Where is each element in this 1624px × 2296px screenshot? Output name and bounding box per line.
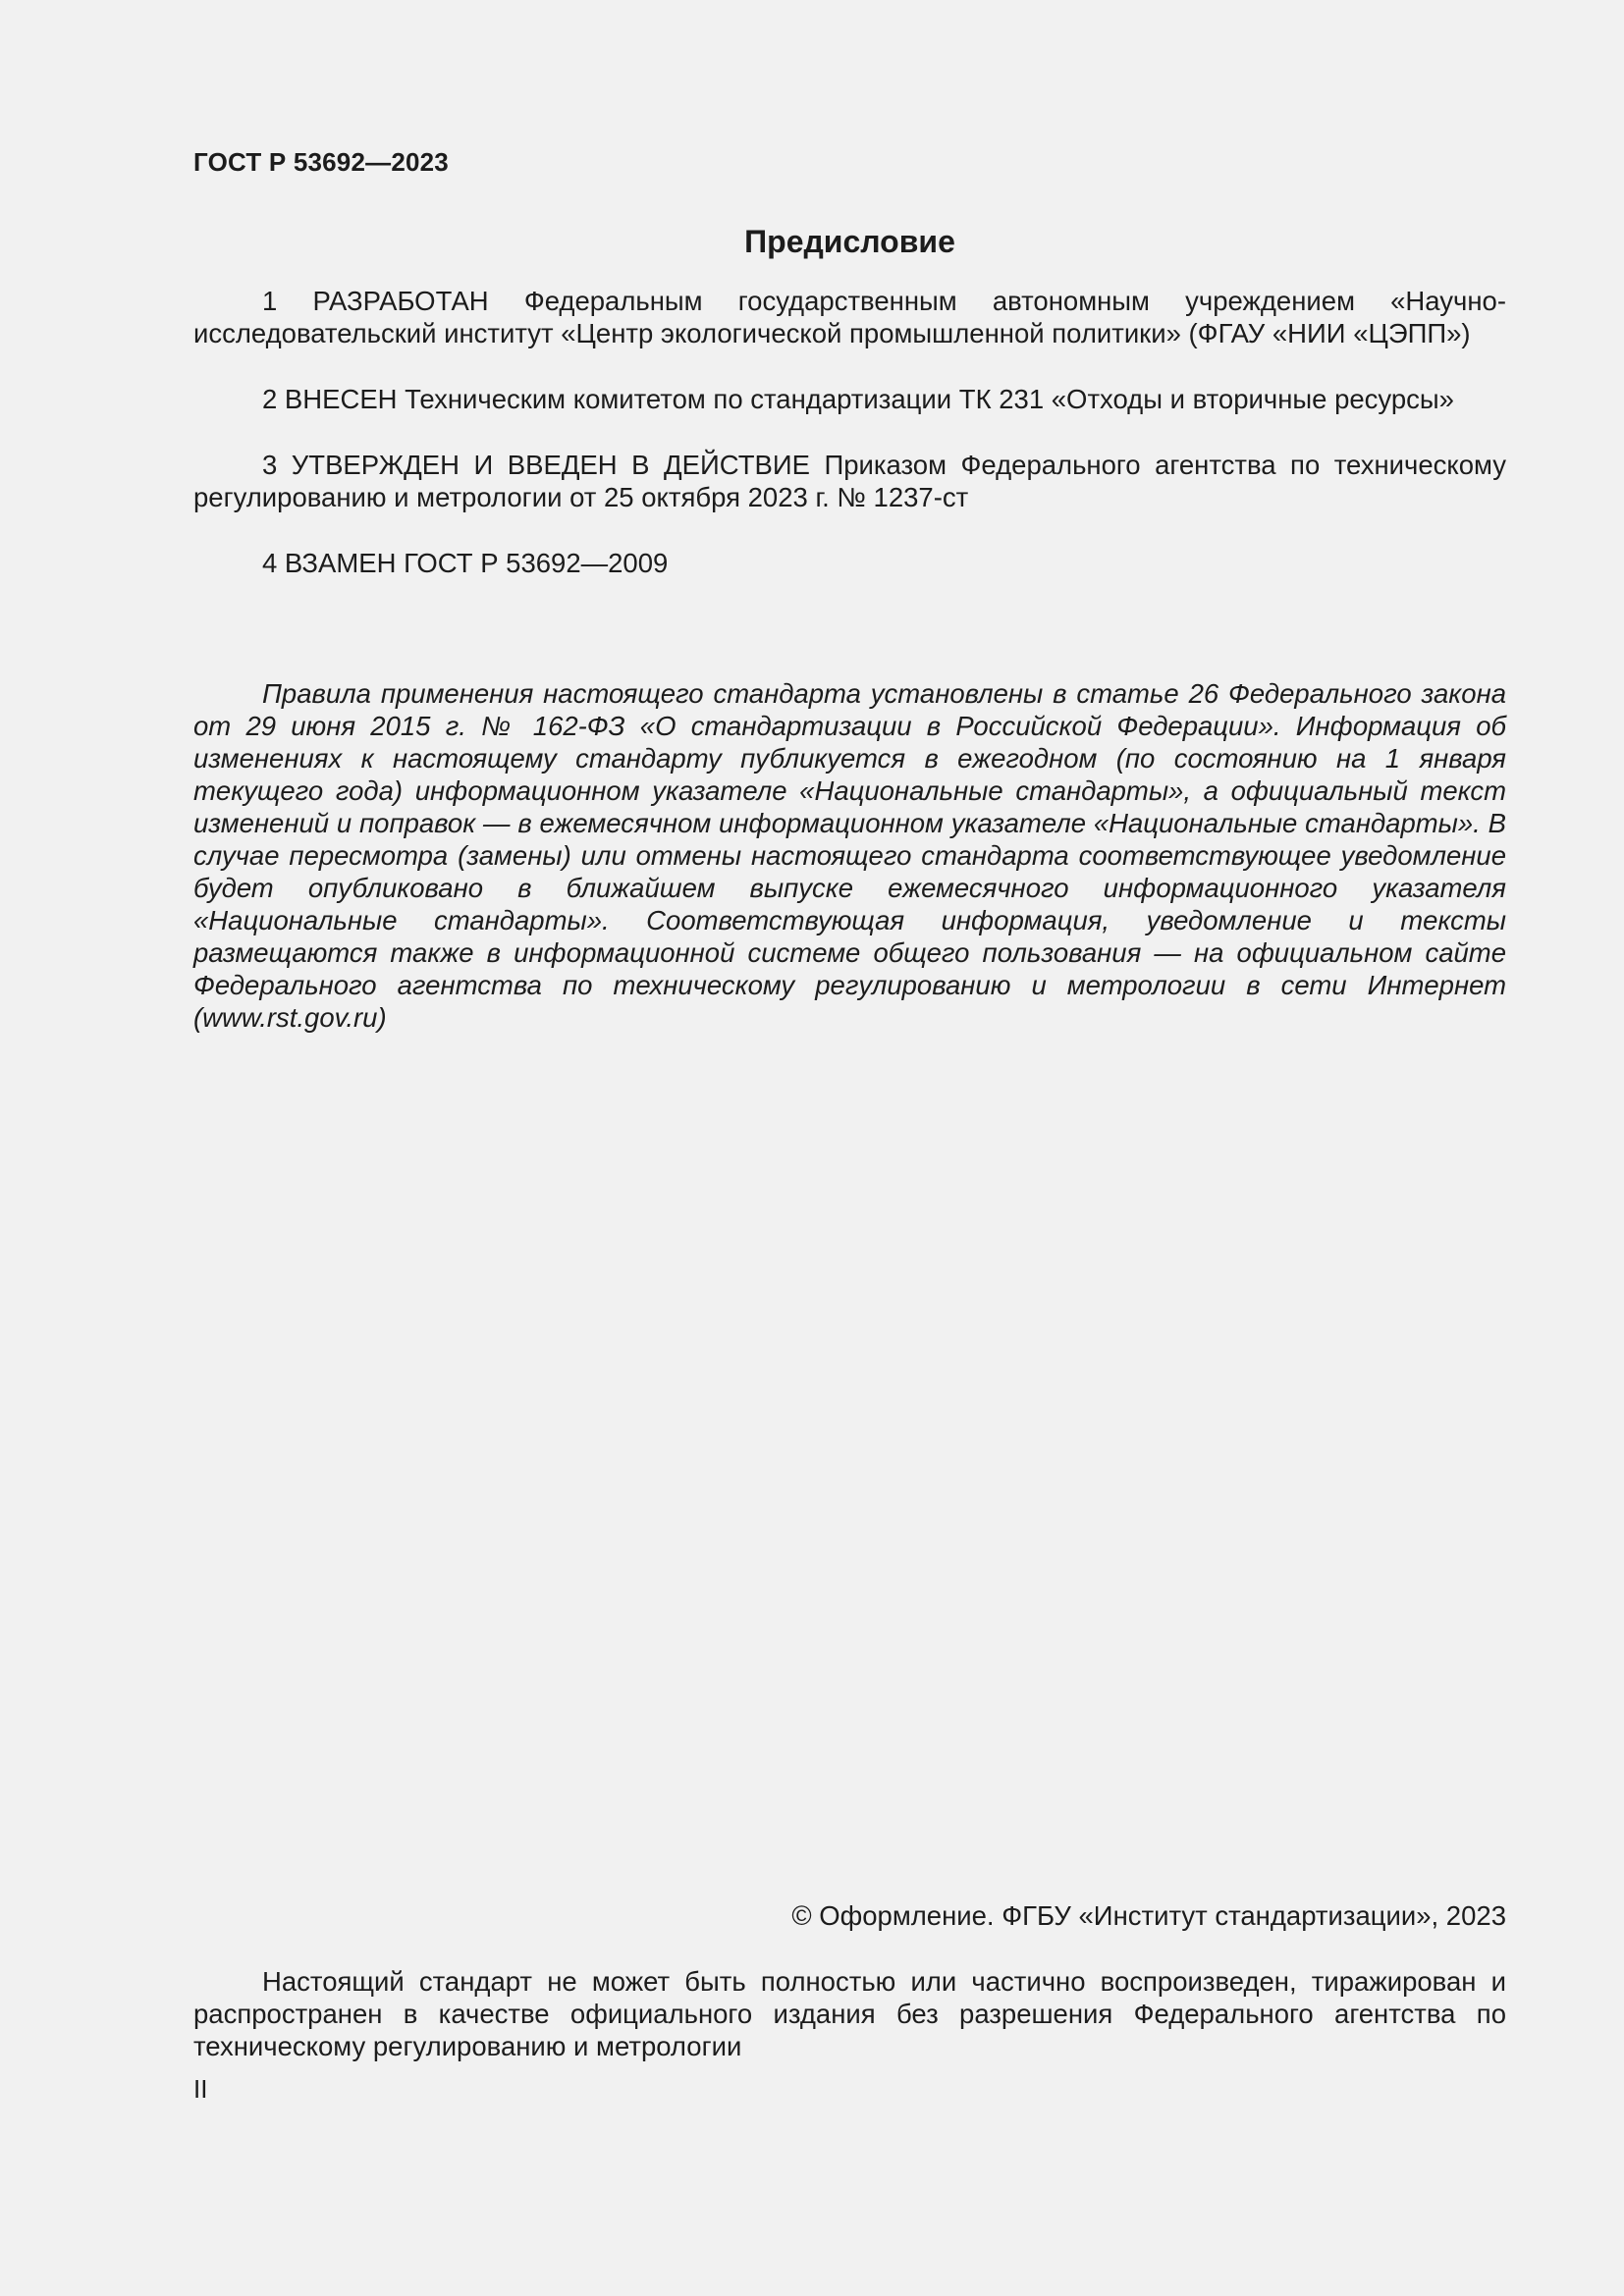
preface-item-3 — [193, 449, 1506, 513]
preface-item-text: 1 РАЗРАБОТАН Федеральным государственным автономным учреждением «Научно-исследовательский институт «Центр экологической промышленной политики» (ФГАУ «НИИ «ЦЭПП») — [193, 286, 1506, 348]
preface-item-text: 2 ВНЕСЕН Техническим комитетом по стандартизации ТК 231 «Отходы и вторичные ресурсы» — [262, 384, 1454, 414]
rules-paragraph — [193, 677, 1506, 1034]
copyright-block — [193, 1899, 1506, 1932]
document-code: ГОСТ Р 53692—2023 — [193, 147, 449, 177]
preface-item-4 — [193, 547, 1506, 579]
rules-text: Правила применения настоящего стандарта установлены в статье 26 Федерального закона от 29 июня 2015 г. № 162-ФЗ «О стандартизации в Российской Федерации». Информация об изменениях к настоящему стандарту публикуется в ежегодном (по состоянию на 1 января текущего года) информационном указателе «Национальные стандарты», а официальный текст изменений и поправок — в ежемесячном информационном указателе «Национальные стандарты». В случае пересмотра (замены) или отмены настоящего стандарта соответствующее уведомление будет опубликовано в ближайшем выпуске ежемесячного информационного указателя «Национальные стандарты». Соответствующая информация, уведомление и тексты размещаются также в информационной системе общего пользования — на официальном сайте Федерального агентства по техническому регулированию и метрологии в сети Интернет (www.rst.gov.ru) — [193, 678, 1506, 1033]
preface-item-1 — [193, 285, 1506, 349]
preface-item-2 — [193, 383, 1506, 415]
notice-text: Настоящий стандарт не может быть полностью или частично воспроизведен, тиражирован и распространен в качестве официального издания без разрешения Федерального агентства по техническому регулированию и метрологии — [193, 1966, 1506, 2061]
copyright-text: © Оформление. ФГБУ «Институт стандартизации», 2023 — [791, 1900, 1506, 1931]
page-title: Предисловие — [744, 224, 955, 259]
page-number: II — [193, 2074, 208, 2104]
preface-item-text: 3 УТВЕРЖДЕН И ВВЕДЕН В ДЕЙСТВИЕ Приказом Федерального агентства по техническому регулированию и метрологии от 25 октября 2023 г. № 1237-ст — [193, 450, 1506, 512]
preface-item-text: 4 ВЗАМЕН ГОСТ Р 53692—2009 — [262, 548, 669, 578]
reproduction-notice — [193, 1965, 1506, 2062]
